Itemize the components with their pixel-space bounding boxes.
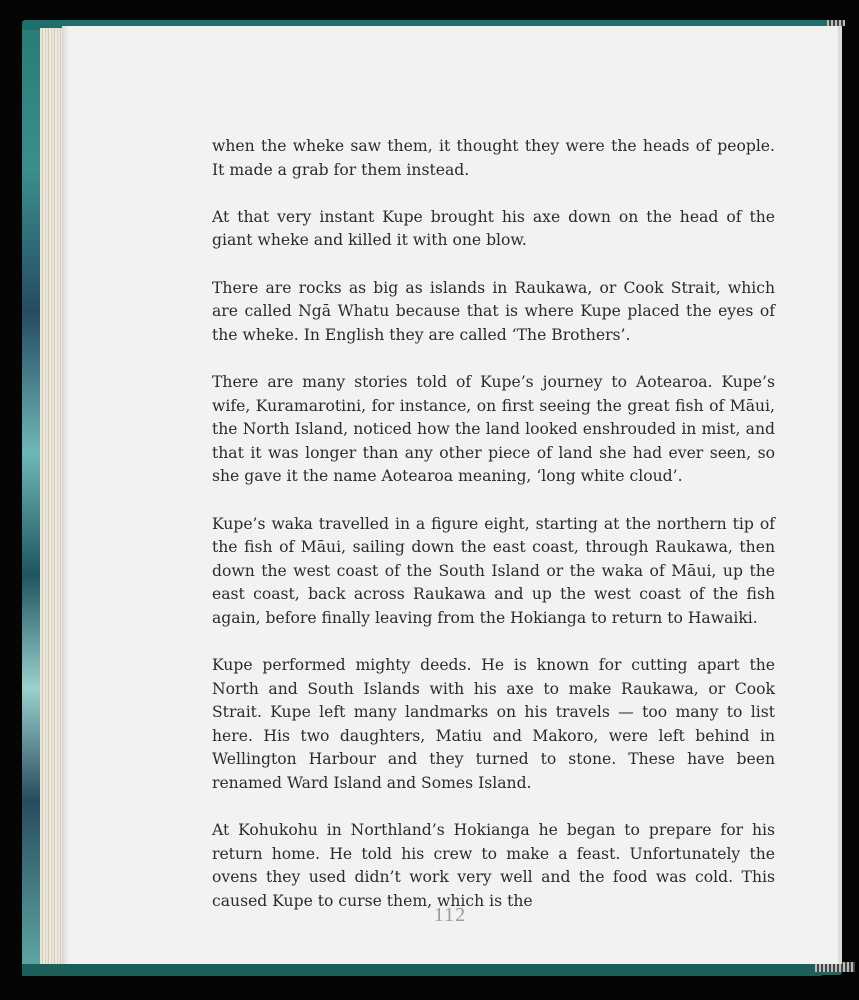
paragraph-1: when the wheke saw them, it thought they were the heads of people. It made a grab for them instead. xyxy=(212,137,775,179)
paragraph-5: Kupe’s waka travelled in a figure eight, starting at the northern tip of the fish of Māui, sailing down the east coast, through Raukawa, then down the west coast of the South Island or the waka of Māui, up the east coast, back across Raukawa and up the west coast of the fish again, before finally leaving from the Hokianga to return to Hawaiki. xyxy=(212,514,775,627)
paragraph-2: At that very instant Kupe brought his axe down on the head of the giant wheke and killed it with one blow. xyxy=(212,207,775,250)
paragraph-7: At Kohukohu in Northland’s Hokianga he began to prepare for his return home. He told his crew to make a feast. Unfortunately the ovens they used didn’t work very well and the food was cold. This caused Kupe to curse them, which is the xyxy=(212,821,775,910)
page-right-edge xyxy=(838,26,842,964)
cover-bottom-edge xyxy=(22,964,822,976)
paragraph-4: There are many stories told of Kupe’s journey to Aotearoa. Kupe’s wife, Kuramarotini, for instance, on first seeing the great fish of Māui, the North Island, noticed how the land looked enshrouded in mist, and that it was longer than any other piece of land she had ever seen, so she gave it the name Aotearoa meaning, ‘long white cloud’. xyxy=(212,372,775,486)
body-text xyxy=(212,135,775,937)
page-number: 112 xyxy=(433,904,467,926)
paragraph-6: Kupe performed mighty deeds. He is known for cutting apart the North and South Islands with his axe to make Raukawa, or Cook Strait. Kupe left many landmarks on his travels — too many to list here. His two daughters, Matiu and Makoro, were left behind in Wellington Harbour and they turned to stone. These have been renamed Ward Island and Somes Island. xyxy=(212,656,775,793)
paragraph-3: There are rocks as big as islands in Raukawa, or Cook Strait, which are called Ngā Whatu because that is where Kupe placed the eyes of the wheke. In English they are called ‘The Brothers’. xyxy=(212,278,775,344)
page-stack-edge xyxy=(40,28,64,964)
